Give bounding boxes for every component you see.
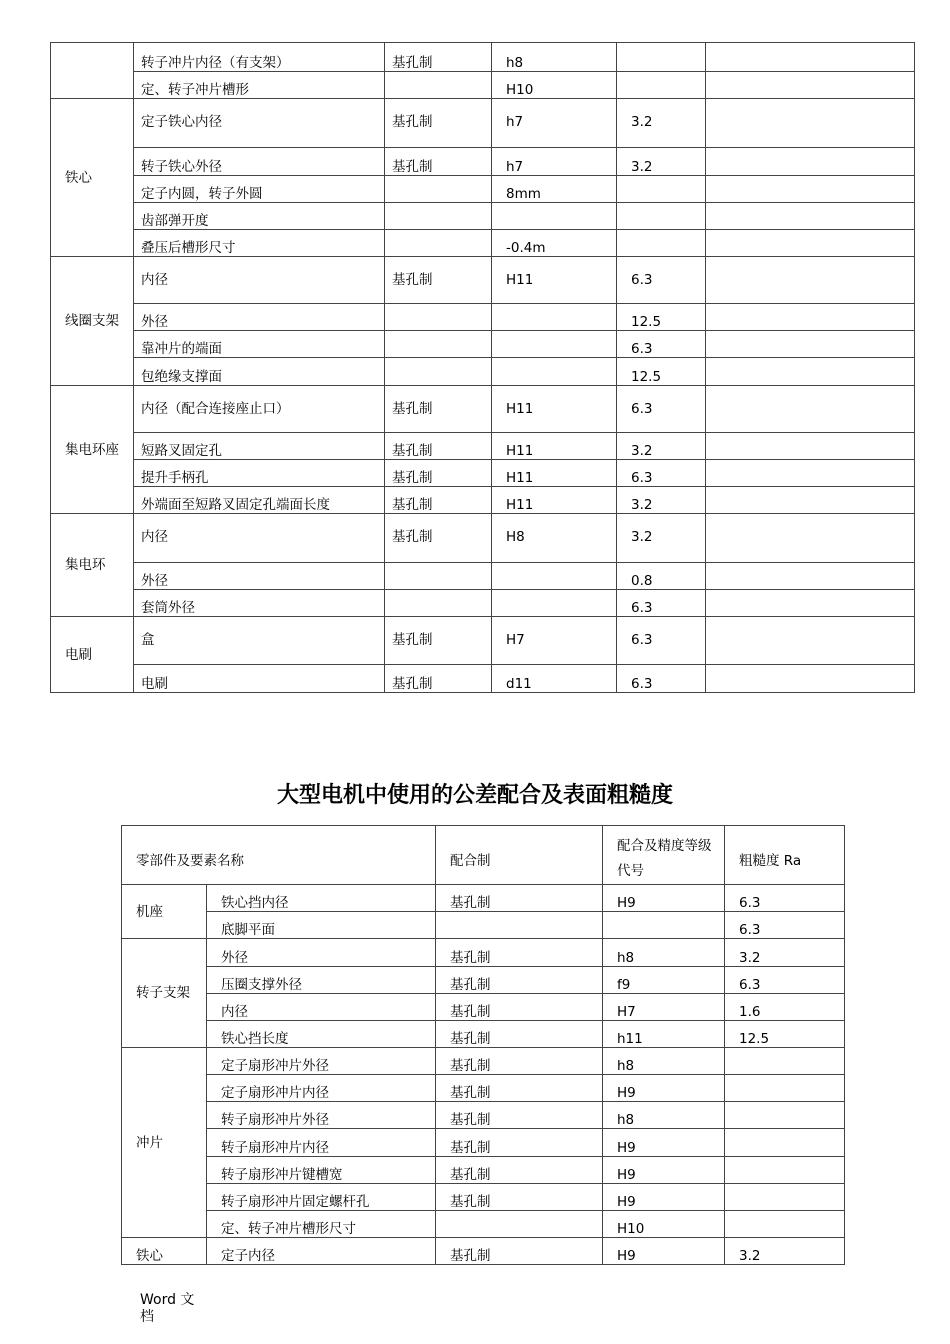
empty-cell	[706, 665, 915, 693]
category-cell: 铁心	[51, 99, 134, 257]
ra-cell	[725, 1184, 845, 1211]
fit-cell: 基孔制	[436, 994, 603, 1021]
fit-cell	[385, 331, 492, 358]
code-cell: h7	[492, 99, 617, 148]
code-cell: H9	[603, 1129, 725, 1157]
fit-cell	[385, 203, 492, 230]
ra-cell: 6.3	[725, 885, 845, 912]
category-cell: 机座	[122, 885, 207, 939]
code-cell: H11	[492, 257, 617, 304]
category-cell: 电刷	[51, 617, 134, 693]
ra-cell	[725, 1157, 845, 1184]
item-cell: 齿部弹开度	[134, 203, 385, 230]
ra-cell: 1.6	[725, 994, 845, 1021]
fit-cell: 基孔制	[436, 1021, 603, 1048]
fit-cell: 基孔制	[436, 939, 603, 967]
ra-cell: 3.2	[617, 148, 706, 176]
code-cell	[492, 358, 617, 386]
ra-cell	[725, 1102, 845, 1129]
fit-cell: 基孔制	[385, 460, 492, 487]
item-cell: 内径（配合连接座止口）	[134, 386, 385, 433]
fit-cell: 基孔制	[436, 967, 603, 994]
code-cell: H8	[492, 514, 617, 563]
fit-cell	[385, 304, 492, 331]
empty-cell	[706, 358, 915, 386]
item-cell: 转子铁心外径	[134, 148, 385, 176]
ra-cell: 6.3	[617, 665, 706, 693]
fit-cell: 基孔制	[385, 514, 492, 563]
fit-cell: 基孔制	[385, 617, 492, 665]
item-cell: 内径	[134, 514, 385, 563]
ra-cell: 6.3	[617, 617, 706, 665]
empty-cell	[706, 433, 915, 460]
category-cell: 集电环座	[51, 386, 134, 514]
code-cell: H10	[603, 1211, 725, 1238]
fit-cell: 基孔制	[385, 43, 492, 72]
empty-cell	[706, 590, 915, 617]
ra-cell: 6.3	[725, 912, 845, 939]
ra-cell: 6.3	[617, 331, 706, 358]
item-cell: 转子扇形冲片键槽宽	[207, 1157, 436, 1184]
empty-cell	[706, 230, 915, 257]
empty-cell	[706, 203, 915, 230]
item-cell: 外径	[134, 563, 385, 590]
empty-cell	[706, 304, 915, 331]
header-code: 配合及精度等级代号	[603, 826, 725, 885]
fit-cell	[385, 563, 492, 590]
code-cell: 8mm	[492, 176, 617, 203]
ra-cell: 3.2	[725, 939, 845, 967]
item-cell: 定子扇形冲片外径	[207, 1048, 436, 1075]
fit-cell: 基孔制	[385, 99, 492, 148]
code-cell	[603, 912, 725, 939]
ra-cell	[725, 1048, 845, 1075]
fit-cell: 基孔制	[385, 386, 492, 433]
ra-cell	[617, 176, 706, 203]
ra-cell: 3.2	[617, 433, 706, 460]
empty-cell	[706, 176, 915, 203]
code-cell: H9	[603, 1184, 725, 1211]
ra-cell: 6.3	[725, 967, 845, 994]
ra-cell: 12.5	[725, 1021, 845, 1048]
code-cell: h8	[492, 43, 617, 72]
code-cell: H9	[603, 1238, 725, 1265]
code-cell: H10	[492, 72, 617, 99]
empty-cell	[706, 331, 915, 358]
item-cell: 定子铁心内径	[134, 99, 385, 148]
code-cell: h8	[603, 1048, 725, 1075]
section-title: 大型电机中使用的公差配合及表面粗糙度	[276, 783, 673, 808]
code-cell: h7	[492, 148, 617, 176]
item-cell: 内径	[207, 994, 436, 1021]
fit-cell: 基孔制	[436, 1075, 603, 1102]
empty-cell	[706, 460, 915, 487]
item-cell: 定、转子冲片槽形	[134, 72, 385, 99]
category-cell: 集电环	[51, 514, 134, 617]
item-cell: 电刷	[134, 665, 385, 693]
empty-cell	[706, 43, 915, 72]
fit-cell	[436, 1211, 603, 1238]
fit-cell	[385, 230, 492, 257]
code-cell: H9	[603, 1075, 725, 1102]
item-cell: 定子内径	[207, 1238, 436, 1265]
ra-cell: 12.5	[617, 358, 706, 386]
code-cell	[492, 590, 617, 617]
empty-cell	[706, 487, 915, 514]
category-cell: 冲片	[122, 1048, 207, 1238]
item-cell: 靠冲片的端面	[134, 331, 385, 358]
code-cell	[492, 203, 617, 230]
fit-cell	[436, 912, 603, 939]
empty-cell	[706, 99, 915, 148]
item-cell: 定子内圆，转子外圆	[134, 176, 385, 203]
ra-cell	[617, 203, 706, 230]
tolerance-table-continued	[50, 42, 915, 693]
item-cell: 定子扇形冲片内径	[207, 1075, 436, 1102]
ra-cell	[725, 1211, 845, 1238]
code-cell: d11	[492, 665, 617, 693]
fit-cell: 基孔制	[385, 148, 492, 176]
code-cell	[492, 563, 617, 590]
ra-cell: 12.5	[617, 304, 706, 331]
code-cell: f9	[603, 967, 725, 994]
item-cell: 转子冲片内径（有支架）	[134, 43, 385, 72]
tolerance-table	[121, 825, 845, 1265]
fit-cell: 基孔制	[385, 433, 492, 460]
code-cell: h11	[603, 1021, 725, 1048]
item-cell: 短路叉固定孔	[134, 433, 385, 460]
fit-cell: 基孔制	[385, 665, 492, 693]
code-cell: h8	[603, 939, 725, 967]
fit-cell: 基孔制	[436, 1238, 603, 1265]
item-cell: 提升手柄孔	[134, 460, 385, 487]
item-cell: 叠压后槽形尺寸	[134, 230, 385, 257]
item-cell: 内径	[134, 257, 385, 304]
code-cell: H7	[603, 994, 725, 1021]
category-cell: 转子支架	[122, 939, 207, 1048]
header-name: 零部件及要素名称	[122, 826, 436, 885]
ra-cell: 6.3	[617, 257, 706, 304]
code-cell: H11	[492, 460, 617, 487]
category-cell: 线圈支架	[51, 257, 134, 386]
ra-cell	[725, 1129, 845, 1157]
code-cell: H7	[492, 617, 617, 665]
code-cell	[492, 331, 617, 358]
item-cell: 转子扇形冲片外径	[207, 1102, 436, 1129]
empty-cell	[706, 72, 915, 99]
fit-cell: 基孔制	[436, 1048, 603, 1075]
fit-cell: 基孔制	[385, 487, 492, 514]
fit-cell: 基孔制	[436, 1157, 603, 1184]
code-cell: H9	[603, 885, 725, 912]
code-cell: h8	[603, 1102, 725, 1129]
item-cell: 铁心挡内径	[207, 885, 436, 912]
empty-cell	[706, 257, 915, 304]
fit-cell: 基孔制	[436, 885, 603, 912]
item-cell: 定、转子冲片槽形尺寸	[207, 1211, 436, 1238]
fit-cell: 基孔制	[436, 1184, 603, 1211]
fit-cell	[385, 72, 492, 99]
empty-cell	[706, 563, 915, 590]
fit-cell	[385, 358, 492, 386]
footer-label: Word 文档	[140, 1292, 195, 1325]
category-cell	[51, 43, 134, 99]
fit-cell: 基孔制	[436, 1129, 603, 1157]
item-cell: 外径	[207, 939, 436, 967]
item-cell: 盒	[134, 617, 385, 665]
header-fit: 配合制	[436, 826, 603, 885]
item-cell: 转子扇形冲片内径	[207, 1129, 436, 1157]
item-cell: 转子扇形冲片固定螺杆孔	[207, 1184, 436, 1211]
code-cell: -0.4m	[492, 230, 617, 257]
fit-cell: 基孔制	[436, 1102, 603, 1129]
ra-cell: 6.3	[617, 590, 706, 617]
item-cell: 外端面至短路叉固定孔端面长度	[134, 487, 385, 514]
ra-cell: 6.3	[617, 386, 706, 433]
ra-cell: 0.8	[617, 563, 706, 590]
item-cell: 包绝缘支撑面	[134, 358, 385, 386]
code-cell: H11	[492, 433, 617, 460]
item-cell: 底脚平面	[207, 912, 436, 939]
ra-cell: 6.3	[617, 460, 706, 487]
ra-cell: 3.2	[617, 99, 706, 148]
ra-cell: 3.2	[617, 514, 706, 563]
item-cell: 外径	[134, 304, 385, 331]
fit-cell: 基孔制	[385, 257, 492, 304]
ra-cell	[617, 230, 706, 257]
item-cell: 铁心挡长度	[207, 1021, 436, 1048]
ra-cell	[617, 43, 706, 72]
code-cell: H9	[603, 1157, 725, 1184]
ra-cell: 3.2	[725, 1238, 845, 1265]
code-cell: H11	[492, 386, 617, 433]
empty-cell	[706, 617, 915, 665]
code-cell: H11	[492, 487, 617, 514]
category-cell: 铁心	[122, 1238, 207, 1265]
ra-cell	[725, 1075, 845, 1102]
empty-cell	[706, 386, 915, 433]
fit-cell	[385, 176, 492, 203]
header-ra: 粗糙度 Ra	[725, 826, 845, 885]
empty-cell	[706, 514, 915, 563]
code-cell	[492, 304, 617, 331]
ra-cell	[617, 72, 706, 99]
fit-cell	[385, 590, 492, 617]
item-cell: 套筒外径	[134, 590, 385, 617]
item-cell: 压圈支撑外径	[207, 967, 436, 994]
ra-cell: 3.2	[617, 487, 706, 514]
empty-cell	[706, 148, 915, 176]
